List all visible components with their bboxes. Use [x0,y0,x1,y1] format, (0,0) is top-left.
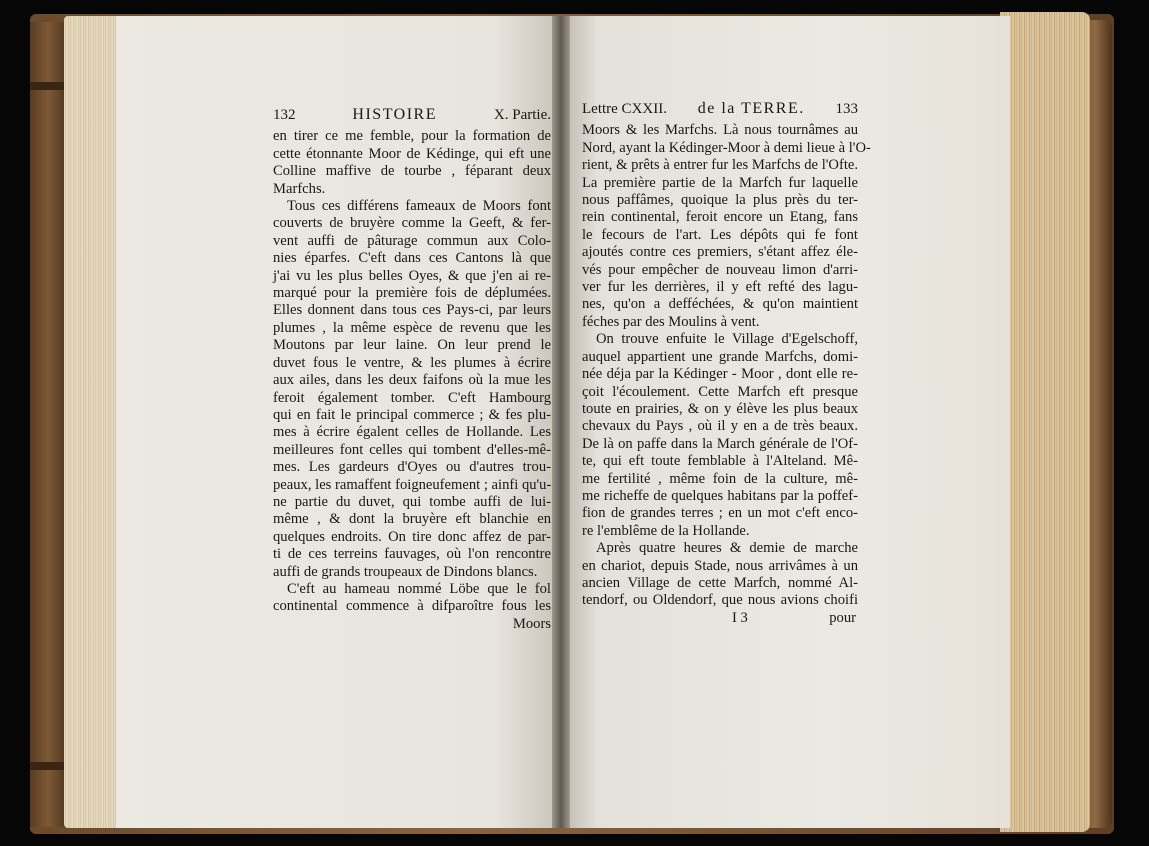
book-gutter [552,16,570,828]
text-line: née déja par la Kédinger - Moor , dont elle re- [582,366,858,383]
text-line: même , & dont la bruyère eft blanchie en [273,511,551,528]
right-page [562,16,1010,828]
left-catchword: Moors [512,615,551,632]
text-line: nes, qu'on a defféchées, & qu'on maintient [582,296,858,313]
text-line: On trouve enfuite le Village d'Egelschoff, [596,331,858,348]
text-line: Elles donnent dans tous ces Pays-ci, par leurs [273,302,551,319]
left-page-edges [64,16,120,828]
right-running-head [582,100,858,118]
text-line: Colline maffive de tourbe , féparant deux [273,163,551,180]
text-line: couverts de bruyère comme la Geeft, & fer- [273,215,551,232]
text-line: tendorf, ou Oldendorf, que nous avions choifi [582,592,858,609]
signature-mark: I 3 [732,609,748,626]
text-line: ancien Village de cette Marfch, nommé Al- [582,574,858,591]
text-line: te, qui eft toute femblable à l'Alteland. Mê- [582,453,858,470]
text-line: duvet fous le ventre, & les plumes à écrire [273,354,551,371]
text-line: plumes , la même espèce de revenu que les [273,319,551,336]
text-line: Marfchs. [273,180,326,197]
text-line: Tous ces différens fameaux de Moors font [287,198,551,215]
text-line: me fertilité , même foin de la culture, mê- [582,470,858,487]
left-running-head [273,106,551,124]
text-line: meilleures font celles qui tombent d'elles-mê- [273,441,551,458]
text-line: j'ai vu les plus belles Oyes, & que j'en ai re- [273,267,551,284]
text-line: cette étonnante Moor de Kédinge, qui eft une [273,145,551,162]
right-page-footer [582,610,858,627]
text-line: vés pour empêcher de nouveau limon d'arri- [582,261,858,278]
text-line: C'eft au hameau nommé Löbe que le fol [287,580,551,597]
text-line: rein continental, feroit encore un Etang, fans [582,209,858,226]
text-line: toute en prairies, & on y élève les plus beaux [582,400,858,417]
text-line: ne partie du duvet, qui tombe auffi de lui- [273,493,551,510]
text-line: me richeffe de quelques habitans par la poffef- [582,487,858,504]
text-line: nies éparfes. C'eft dans ces Cantons là que [273,250,551,267]
left-running-title: HISTOIRE [352,106,437,123]
text-line: fion de grandes terres ; en un mot c'eft enco- [582,505,858,522]
left-section: X. Partie. [493,107,551,123]
text-line: Moors & les Marfchs. Là nous tournâmes au [582,122,858,139]
text-line: ti de ces terreins fauvages, où l'on rencontre [273,546,551,563]
text-line: féches par des Moulins à vent. [582,313,760,330]
text-line: La première partie de la Marfch fur laquelle [582,174,858,191]
text-line: mes à écrire égalent celles de Hollande. Les [273,424,551,441]
right-page-text [582,100,871,627]
text-line: auffi de grands troupeaux de Dindons blancs. [273,563,538,580]
text-line: marqué pour la première fois de déplumées. [273,285,551,302]
left-page-body [273,128,551,615]
text-line: rient, & prêts à entrer fur les Marfchs de l'Ofte. [582,157,858,174]
right-letter: Lettre CXXII. [582,101,667,117]
left-page-text [273,106,551,633]
left-page-number: 132 [273,107,296,123]
text-line: quelques endroits. On tire donc affez de par- [273,528,551,545]
right-page-body [582,122,871,609]
text-line: auquel appartient une grande Marfchs, domi- [582,348,858,365]
right-page-edges [1000,12,1090,832]
text-line: peaux, les ramaffent foigneufement ; ainfi qu'u- [273,476,552,493]
text-line: Après quatre heures & demie de marche [596,540,858,557]
text-line: feroit également tomber. C'eft Hambourg [273,389,551,406]
right-page-number: 133 [835,101,858,117]
text-line: çoit l'écoulement. Cette Marfch eft presque [582,383,858,400]
right-catchword: pour [829,609,856,626]
text-line: ajoutés contre ces premiers, s'étant affez éle- [582,244,858,261]
text-line: ver fur les derrières, il y eft refté des lagu- [582,279,858,296]
text-line: Moutons par leur laine. On leur prend le [273,337,551,354]
text-line: en chariot, depuis Stade, nous arrivâmes à un [582,557,858,574]
text-line: le fecours de l'art. Les dépôts qui fe font [582,226,858,243]
text-line: chevaux du Pays , où il y en a de très beaux. [582,418,858,435]
text-line: continental commence à difparoître fous les [273,598,551,615]
text-line: qui en fait le principal commerce ; & fes plu- [273,406,551,423]
text-line: Nord, ayant la Kédinger-Moor à demi lieue à l'O- [582,139,871,156]
text-line: De là on paffe dans la March générale de l'Of- [582,435,858,452]
text-line: re l'emblême de la Hollande. [582,522,750,539]
text-line: aux ailes, dans les deux faifons où la mue les [273,372,551,389]
text-line: mes. Les gardeurs d'Oyes ou d'autres trou- [273,459,551,476]
left-page [116,16,560,828]
text-line: vent auffi de pâturage commun aux Colo- [273,232,551,249]
text-line: nous paffâmes, quoique la plus près du ter- [582,192,858,209]
text-line: en tirer ce me femble, pour la formation de [273,128,551,145]
right-running-title: de la TERRE. [697,100,805,117]
